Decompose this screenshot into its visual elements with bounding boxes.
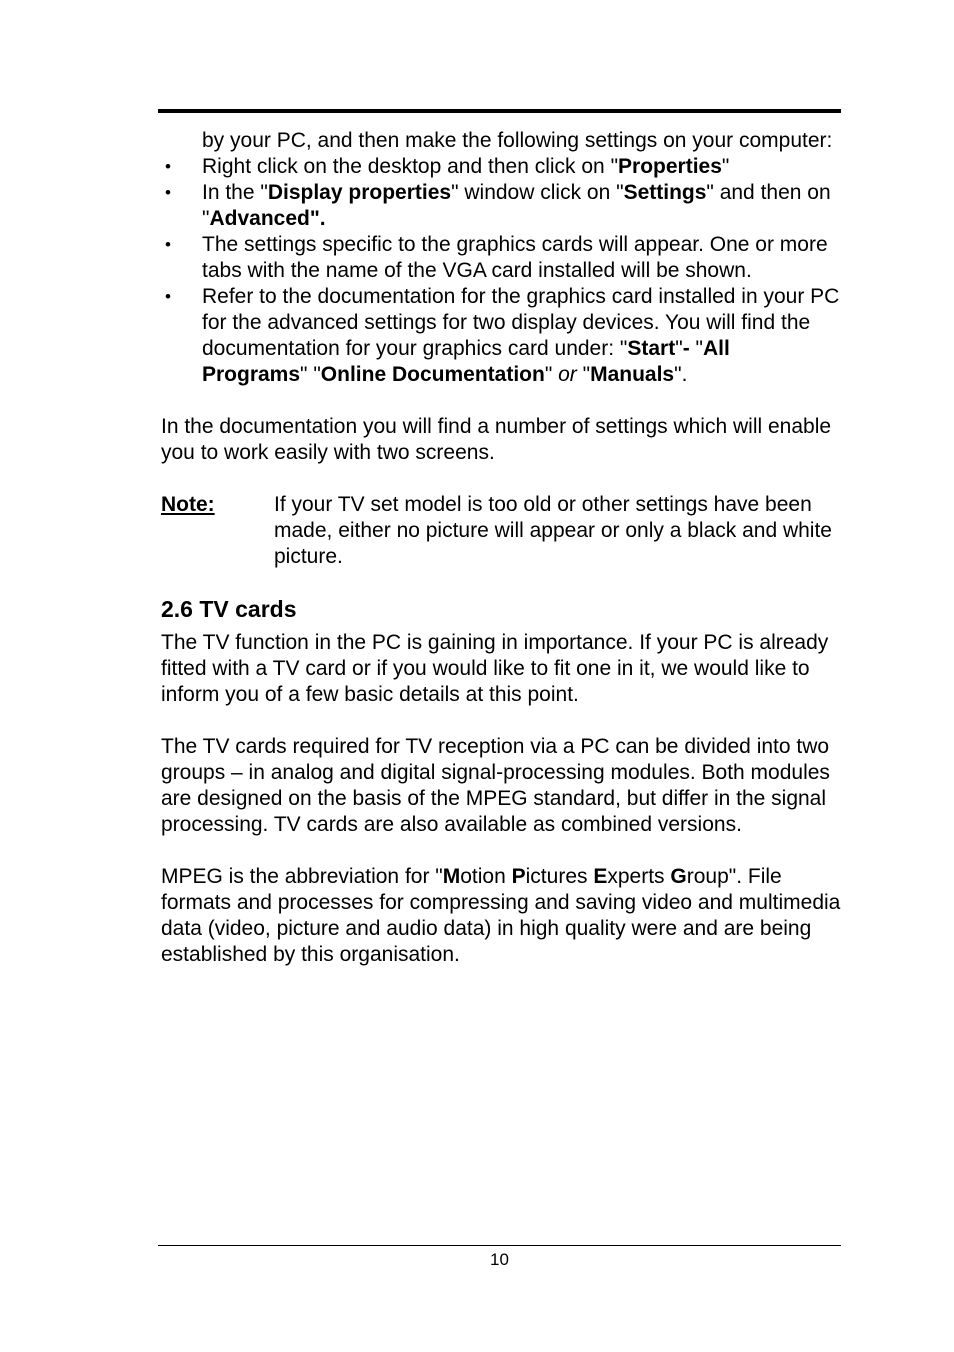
settings-bullet-list	[161, 154, 841, 388]
bullet-icon: •	[165, 235, 171, 254]
term-settings: Settings	[623, 181, 707, 204]
list-item: • Refer to the documentation for the graphics card installed in your PC for the advanced settings for two display devices. You will find the documentation for your graphics card under: "Start"- "All Programs" "Online Documentation" or "Manuals".	[161, 284, 841, 388]
bullet-icon: •	[165, 287, 171, 306]
term-manuals: Manuals	[590, 363, 675, 386]
tv-cards-groups-paragraph: The TV cards required for TV reception via a PC can be divided into two groups – in analog and digital signal-processing modules. Both modules are designed on the basis of the MPEG standard, but differ in the signal processing. TV cards are also available as combined versions.	[161, 735, 830, 836]
note-text: If your TV set model is too old or other settings have been made, either no picture will appear or only a black and white picture.	[274, 493, 832, 568]
footer-rule	[158, 1245, 841, 1246]
term-advanced: Advanced	[209, 207, 310, 230]
header-rule	[158, 109, 841, 113]
section-heading: 2.6 TV cards	[161, 596, 297, 622]
tv-function-paragraph: The TV function in the PC is gaining in importance. If your PC is already fitted with a TV card or if you would like to fit one in it, we would like to inform you of a few basic details at this point.	[161, 631, 829, 706]
continuation-paragraph: by your PC, and then make the following settings on your computer:	[202, 129, 833, 152]
note-label: Note:	[161, 493, 215, 516]
bullet-icon: •	[165, 183, 171, 202]
term-display-properties: Display properties	[267, 181, 452, 204]
page-number: 10	[490, 1250, 509, 1269]
term-all-programs: All Programs	[202, 337, 730, 386]
documentation-paragraph: In the documentation you will find a number of settings which will enable you to work easily with two screens.	[161, 415, 832, 464]
term-online-documentation: Online Documentation	[320, 363, 545, 386]
list-item: • Right click on the desktop and then click on "Properties"	[161, 154, 841, 180]
mpeg-paragraph: MPEG is the abbreviation for "Motion Pictures Experts Group". File formats and processes for compressing and saving video and multimedia data (video, picture and audio data) in high quality were and are being established by this organisation.	[161, 865, 841, 966]
term-properties: Properties	[618, 155, 722, 178]
list-item: • The settings specific to the graphics cards will appear. One or more tabs with the name of the VGA card installed will be shown.	[161, 232, 841, 284]
term-start: Start	[627, 337, 676, 360]
bullet-icon: •	[165, 157, 171, 176]
list-item: • In the "Display properties" window click on "Settings" and then on "Advanced".	[161, 180, 841, 232]
note-block	[161, 492, 841, 570]
page-content	[161, 128, 841, 968]
